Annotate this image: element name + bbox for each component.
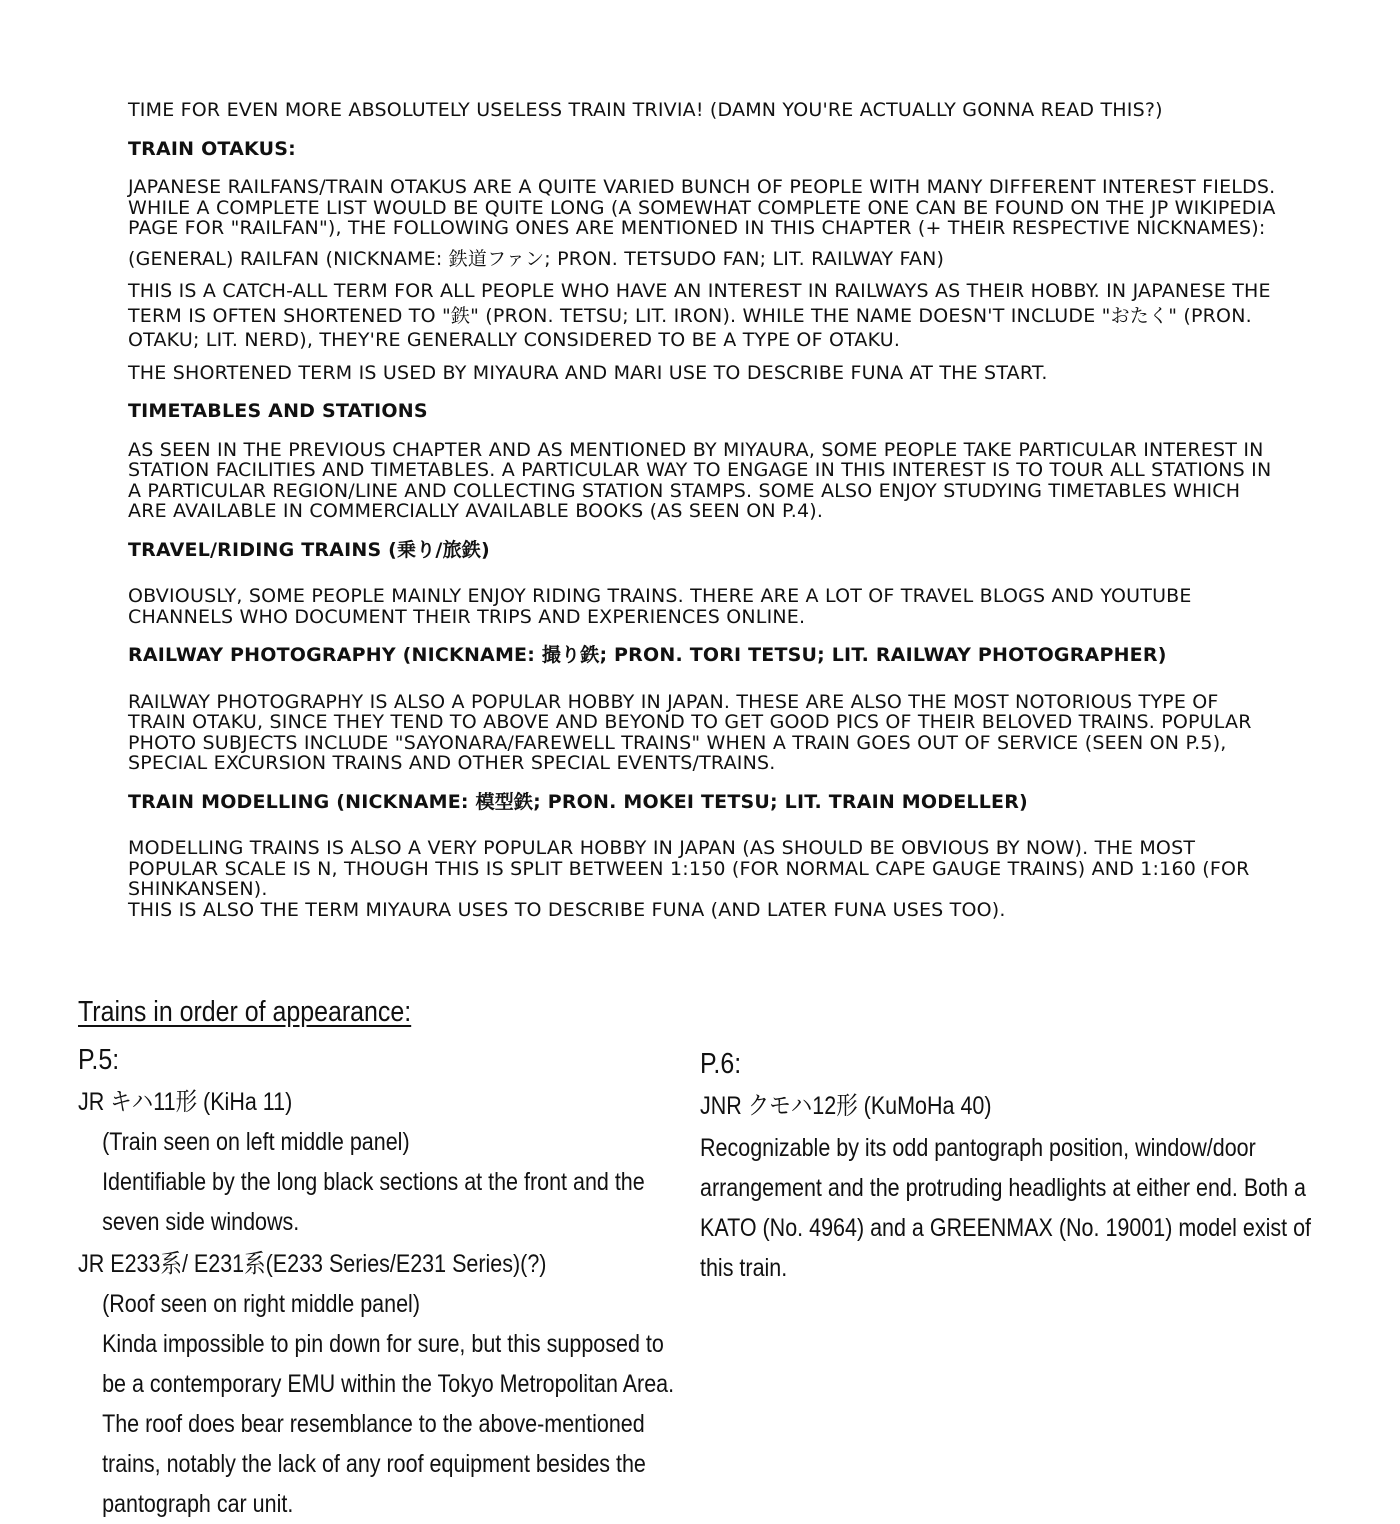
kiha11-description: Identifiable by the long black sections at the front and the seven side windows.: [102, 1168, 645, 1236]
general-railfan-heading: (GENERAL) RAILFAN (NICKNAME: 鉄道ファン; PRON. TETSUDO FAN; LIT. RAILWAY FAN): [128, 247, 945, 270]
trains-section-title: Trains in order of appearance:: [78, 996, 412, 1028]
timetables-heading: TIMETABLES AND STATIONS: [128, 400, 428, 422]
page-5-column: [78, 1040, 678, 1524]
modelling-body: MODELLING TRAINS IS ALSO A VERY POPULAR HOBBY IN JAPAN (AS SHOULD BE OBVIOUS BY NOW). THE MOST POPULAR SCALE IS N, THOUGH THIS IS SPLIT BETWEEN 1:150 (FOR NORMAL CAPE GAUGE TRAINS) AND 1:160 (FOR SHINKANSEN).: [128, 837, 1250, 900]
general-railfan-body: THIS IS A CATCH-ALL TERM FOR ALL PEOPLE WHO HAVE AN INTEREST IN RAILWAYS AS THEIR HOBBY. IN JAPANESE THE TERM IS OFTEN SHORTENED TO "鉄" (PRON. TETSU; LIT. IRON). WHILE THE NAME DOESN'T INCLUDE "おたく" (PRON. OTAKU; LIT. NERD), THEY'RE GENERALLY CONSIDERED TO BE A TYPE OF OTAKU.: [128, 280, 1271, 351]
modelling-heading: TRAIN MODELLING (NICKNAME: 模型鉄; PRON. MOKEI TETSU; LIT. TRAIN MODELLER): [128, 790, 1028, 813]
e233-description: Kinda impossible to pin down for sure, but this supposed to be a contemporary EMU within the Tokyo Metropolitan Area. The roof does bear resemblance to the above-mentioned trains, notably the lack of any roof equipment besides the pantograph car unit.: [102, 1330, 675, 1518]
modelling-note: THIS IS ALSO THE TERM MIYAURA USES TO DESCRIBE FUNA (AND LATER FUNA USES TOO).: [128, 898, 1006, 921]
otakus-intro: JAPANESE RAILFANS/TRAIN OTAKUS ARE A QUITE VARIED BUNCH OF PEOPLE WITH MANY DIFFERENT INTEREST FIELDS. WHILE A COMPLETE LIST WOULD BE QUITE LONG (A SOMEWHAT COMPLETE ONE CAN BE FOUND ON THE JP WIKIPEDIA PAGE FOR "RAILFAN"), THE FOLLOWING ONES ARE MENTIONED IN THIS CHAPTER (+ THEIR RESPECTIVE NICKNAMES):: [128, 176, 1276, 239]
timetables-body: AS SEEN IN THE PREVIOUS CHAPTER AND AS MENTIONED BY MIYAURA, SOME PEOPLE TAKE PARTICULAR INTEREST IN STATION FACILITIES AND TIMETABLES. A PARTICULAR WAY TO ENGAGE IN THIS INTEREST IS TO TOUR ALL STATIONS IN A PARTICULAR REGION/LINE AND COLLECTING STATION STAMPS. SOME ALSO ENJOY STUDYING TIMETABLES WHICH ARE AVAILABLE IN COMMERCIALLY AVAILABLE BOOKS (AS SEEN ON P.4).: [128, 438, 1272, 522]
photography-heading: RAILWAY PHOTOGRAPHY (NICKNAME: 撮り鉄; PRON. TORI TETSU; LIT. RAILWAY PHOTOGRAPHER): [128, 644, 1167, 666]
trivia-title: TIME FOR EVEN MORE ABSOLUTELY USELESS TRAIN TRIVIA! (DAMN YOU'RE ACTUALLY GONNA READ THIS?): [128, 99, 1163, 121]
kumoha-name: JNR クモハ12形 (KuMoHa 40): [700, 1092, 992, 1120]
trivia-section: [128, 100, 1278, 920]
page-6-label: P.6:: [700, 1048, 742, 1080]
page-6-column: [700, 1040, 1320, 1288]
general-railfan-note: THE SHORTENED TERM IS USED BY MIYAURA AND MARI USE TO DESCRIBE FUNA AT THE START.: [128, 361, 1048, 384]
e233-name: JR E233系/ E231系(E233 Series/E231 Series)(?): [78, 1250, 547, 1278]
page-5-label: P.5:: [78, 1044, 120, 1076]
photography-body: RAILWAY PHOTOGRAPHY IS ALSO A POPULAR HOBBY IN JAPAN. THESE ARE ALSO THE MOST NOTORIOUS TYPE OF TRAIN OTAKU, SINCE THEY TEND TO ABOVE AND BEYOND TO GET GOOD PICS OF THEIR BELOVED TRAINS. POPULAR PHOTO SUBJECTS INCLUDE "SAYONARA/FAREWELL TRAINS" WHEN A TRAIN GOES OUT OF SERVICE (SEEN ON P.5), SPECIAL EXCURSION TRAINS AND OTHER SPECIAL EVENTS/TRAINS.: [128, 690, 1252, 774]
otakus-heading: TRAIN OTAKUS:: [128, 137, 296, 160]
kumoha-description: Recognizable by its odd pantograph position, window/door arrangement and the protruding headlights at either end. Both a KATO (No. 4964) and a GREENMAX (No. 19001) model exist of this train.: [700, 1134, 1312, 1282]
e233-location: (Roof seen on right middle panel): [102, 1290, 420, 1318]
kiha11-location: (Train seen on left middle panel): [102, 1128, 410, 1156]
travel-heading: TRAVEL/RIDING TRAINS (乗り/旅鉄): [128, 538, 490, 561]
kiha11-name: JR キハ11形 (KiHa 11): [78, 1088, 293, 1116]
travel-body: OBVIOUSLY, SOME PEOPLE MAINLY ENJOY RIDING TRAINS. THERE ARE A LOT OF TRAVEL BLOGS AND YOUTUBE CHANNELS WHO DOCUMENT THEIR TRIPS AND EXPERIENCES ONLINE.: [128, 585, 1192, 628]
